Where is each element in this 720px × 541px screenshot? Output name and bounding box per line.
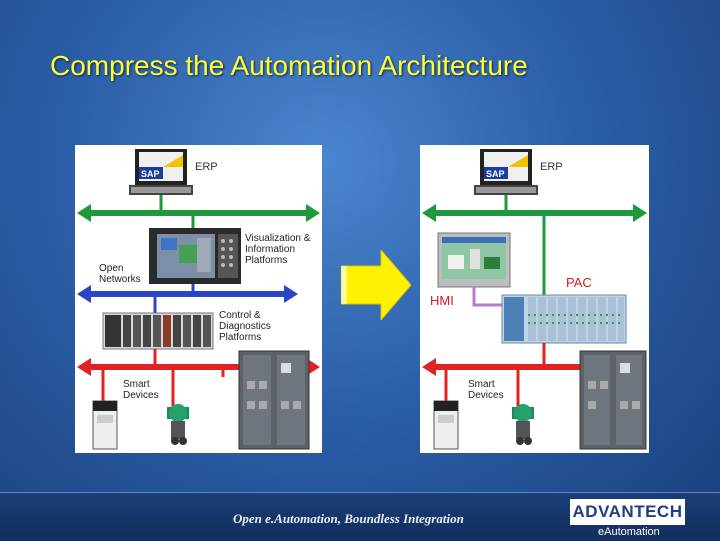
visualization-terminal-icon — [149, 228, 241, 284]
drive-device-icon — [434, 401, 458, 449]
enterprise-network-bus — [422, 204, 647, 222]
traditional-architecture-diagram — [75, 145, 322, 453]
erp-computer-icon — [129, 149, 193, 195]
advantech-logo: ADVANTECH — [570, 499, 685, 525]
erp-label: ERP — [540, 161, 563, 173]
pac-controller-icon — [502, 295, 626, 343]
pac-label: PAC — [566, 275, 592, 290]
transition-arrow-icon — [341, 250, 411, 325]
compressed-architecture-panel — [420, 145, 649, 453]
visualization-label: Visualization & Information Platforms — [245, 233, 311, 266]
drive-device-icon — [93, 401, 117, 449]
erp-computer-icon — [474, 149, 538, 195]
plc-rack-icon — [103, 313, 213, 349]
traditional-architecture-panel — [75, 145, 322, 453]
hmi-link — [474, 287, 504, 305]
smart-devices-label: Smart Devices — [468, 379, 504, 401]
hmi-panel-icon — [438, 233, 510, 287]
open-networks-label: Open Networks — [99, 263, 141, 285]
footer-slogan: Open e.Automation, Boundless Integration — [233, 511, 464, 526]
hmi-label: HMI — [430, 293, 454, 308]
enterprise-network-bus — [77, 204, 320, 222]
compressed-architecture-diagram — [420, 145, 649, 453]
smart-devices-label: Smart Devices — [123, 379, 159, 401]
erp-label: ERP — [195, 161, 218, 173]
flow-meter-icon — [512, 404, 534, 445]
flow-meter-icon — [167, 404, 189, 445]
motor-control-center-icon — [239, 351, 309, 449]
open-network-bus — [77, 285, 298, 303]
sap-logo: SAP — [486, 169, 505, 179]
motor-control-center-icon — [580, 351, 646, 449]
brand-subtitle: eAutomation — [598, 526, 660, 538]
sap-logo: SAP — [141, 169, 160, 179]
control-label: Control & Diagnostics Platforms — [219, 310, 271, 343]
slide-title: Compress the Automation Architecture — [50, 50, 528, 81]
